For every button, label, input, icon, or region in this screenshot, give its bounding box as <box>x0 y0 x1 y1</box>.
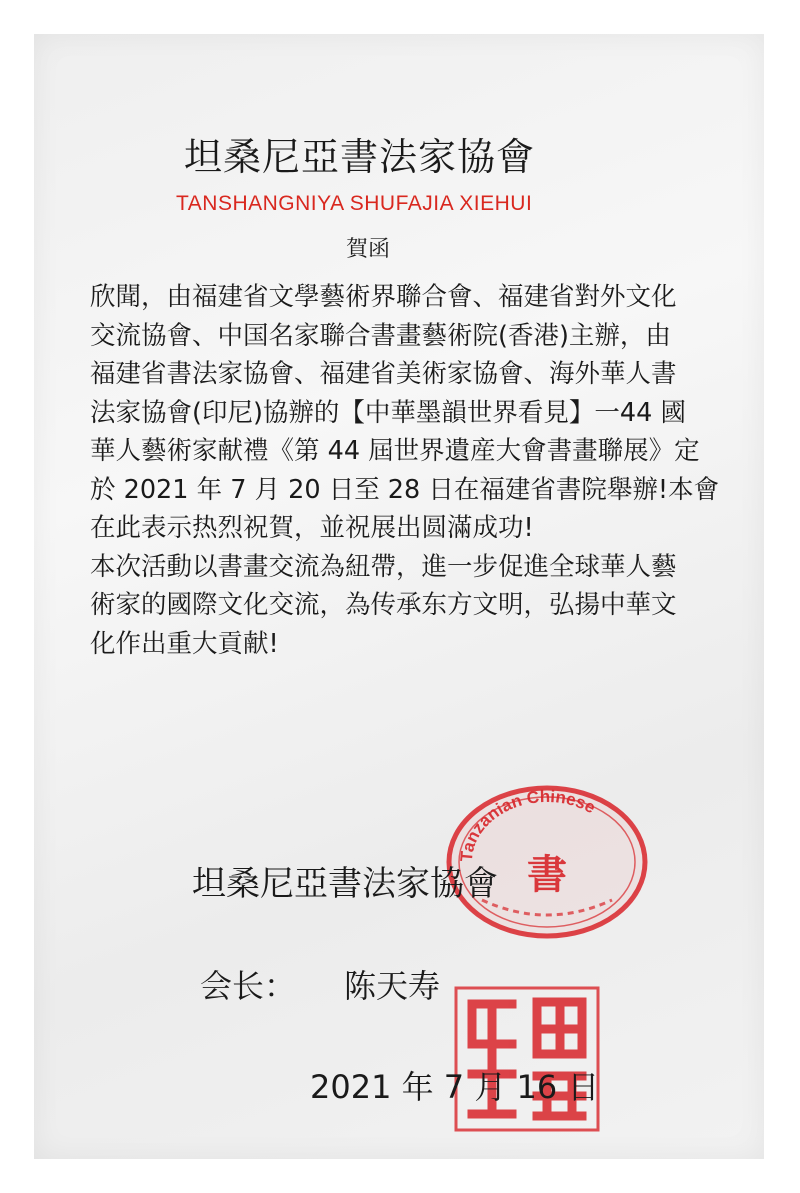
letter-subtitle: TANSHANGNIYA SHUFAJIA XIEHUI <box>176 192 533 215</box>
body-line: 於 2021 年 7 月 20 日至 28 日在福建省書院舉辦!本會 <box>90 474 720 505</box>
letter-body <box>90 278 730 663</box>
body-line: 在此表示热烈祝賀，並祝展出圆滿成功! <box>90 513 534 543</box>
signature-title: 会长： <box>200 967 297 1005</box>
letter-date: 2021 年 7 月 16 日 <box>310 1068 600 1106</box>
body-line: 化作出重大貢献! <box>90 628 279 659</box>
letter-title: 坦桑尼亞書法家協會 <box>184 135 536 179</box>
body-line: 術家的國際文化交流，為传承东方文明，弘揚中華文 <box>90 590 677 620</box>
round-seal-center-char: 書 <box>527 851 567 898</box>
letter-heading: 賀函 <box>346 237 391 262</box>
signature-name: 陈天寿 <box>344 967 441 1005</box>
body-line: 華人藝術家献禮《第 44 屆世界遺産大會書畫聯展》定 <box>90 436 700 466</box>
signature-organization: 坦桑尼亞書法家協會 <box>192 864 498 904</box>
body-line: 欣聞，由福建省文學藝術界聯合會、福建省對外文化 <box>90 282 677 312</box>
body-line: 交流協會、中国名家聯合書畫藝術院(香港)主辦，由 <box>90 320 671 351</box>
body-line: 本次活動以書畫交流為紐帶，進一步促進全球華人藝 <box>90 551 677 582</box>
square-seal-stamp <box>452 984 602 1134</box>
body-line: 福建省書法家協會、福建省美術家協會、海外華人書 <box>90 359 677 389</box>
round-seal-text: Tanzanian Chinese <box>456 786 599 863</box>
letter-paper <box>34 34 764 1159</box>
body-line: 法家協會(印尼)協辦的【中華墨韻世界看見】一44 國 <box>90 397 686 428</box>
